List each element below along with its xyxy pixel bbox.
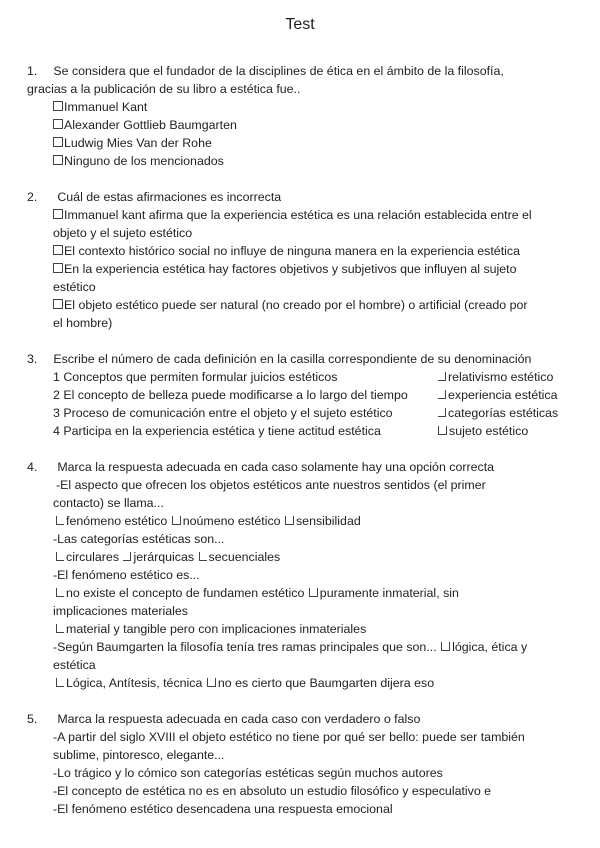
checkbox[interactable]	[53, 209, 63, 219]
checkbox[interactable]	[56, 678, 64, 687]
option[interactable]: material y tangible pero con implicaciones inmateriales	[55, 620, 366, 638]
checkbox[interactable]	[56, 624, 64, 633]
question-number: 2.	[27, 190, 38, 204]
checkbox[interactable]	[207, 678, 216, 687]
option[interactable]: Ninguno de los mencionados	[53, 152, 224, 170]
definition: 2 El concepto de belleza puede modificarse a lo largo del tiempo	[53, 388, 408, 402]
sub-question: -El aspecto que ofrecen los objetos estéticos ante nuestros sentidos (el primer	[56, 478, 486, 492]
definition: 4 Participa en la experiencia estética y tiene actitud estética	[53, 424, 381, 438]
checkbox[interactable]	[123, 552, 131, 561]
answer-box[interactable]	[438, 408, 446, 417]
statement: -El concepto de estética no es en absoluto un estudio filosófico y especulativo e	[53, 784, 492, 798]
option-row: fenómeno estético noúmeno estético sensibilidad	[55, 512, 361, 530]
answer-box[interactable]	[438, 390, 446, 399]
checkbox[interactable]	[56, 588, 64, 597]
option-row: no existe el concepto de fundamen estético puramente inmaterial, sin	[55, 584, 459, 602]
option[interactable]: Alexander Gottlieb Baumgarten	[53, 116, 237, 134]
question-text: Marca la respuesta adecuada en cada caso solamente hay una opción correcta	[57, 460, 495, 474]
checkbox[interactable]	[53, 299, 63, 309]
question-text: Se considera que el fundador de la disciplines de ética en el ámbito de la filosofía,	[53, 64, 504, 78]
sub-question: -El fenómeno estético es...	[53, 568, 200, 582]
question-text: Marca la respuesta adecuada en cada caso con verdadero o falso	[57, 712, 421, 726]
question-3	[27, 350, 531, 368]
option[interactable]: El objeto estético puede ser natural (no creado por el hombre) o artificial (creado por	[53, 296, 528, 314]
statement: -El fenómeno estético desencadena una respuesta emocional	[53, 802, 393, 816]
statement: -A partir del siglo XVIII el objeto estético no tiene por qué ser bello: puede ser también	[53, 730, 525, 744]
option-row: Lógica, Antítesis, técnica no es cierto que Baumgarten dijera eso	[55, 674, 434, 692]
answer-box[interactable]	[438, 426, 447, 435]
question-number: 4.	[27, 460, 38, 474]
option-continued: implicaciones materiales	[53, 604, 188, 618]
definition: 1 Conceptos que permiten formular juicios estéticos	[53, 370, 338, 384]
option-row: -Según Baumgarten la filosofía tenía tres ramas principales que son... lógica, ética y	[53, 640, 528, 654]
checkbox[interactable]	[172, 516, 181, 525]
answer-box[interactable]	[438, 372, 446, 381]
question-5	[27, 710, 420, 728]
checkbox[interactable]	[309, 588, 318, 597]
option[interactable]: El contexto histórico social no influye de ninguna manera en la experiencia estética	[53, 242, 520, 260]
checkbox[interactable]	[53, 245, 63, 255]
sub-question: -Según Baumgarten la filosofía tenía tres ramas principales que son...	[53, 640, 437, 654]
option-row: circulares jerárquicas secuenciales	[55, 548, 280, 566]
checkbox[interactable]	[56, 552, 64, 561]
question-2	[27, 188, 281, 206]
checkbox[interactable]	[56, 516, 64, 525]
checkbox[interactable]	[53, 137, 63, 147]
option-continued: objeto y el sujeto estético	[53, 226, 193, 240]
option-continued: estético	[53, 280, 96, 294]
term[interactable]: sujeto estético	[437, 422, 528, 440]
checkbox[interactable]	[53, 119, 63, 129]
definition: 3 Proceso de comunicación entre el objeto y el sujeto estético	[53, 406, 393, 420]
question-1	[27, 62, 504, 80]
option[interactable]: Immanuel kant afirma que la experiencia estética es una relación establecida entre el	[53, 206, 532, 224]
term[interactable]: categorías estéticas	[437, 404, 558, 422]
page-title: Test	[285, 16, 315, 33]
question-text: Cuál de estas afirmaciones es incorrecta	[57, 190, 282, 204]
question-4	[27, 458, 494, 476]
question-text: gracias a la publicación de su libro a estética fue..	[27, 82, 301, 96]
checkbox[interactable]	[53, 101, 63, 111]
option[interactable]: Ludwig Mies Van der Rohe	[53, 134, 212, 152]
statement: -Lo trágico y lo cómico son categorías estéticas según muchos autores	[53, 766, 443, 780]
sub-question: -Las categorías estéticas son...	[53, 532, 225, 546]
question-number: 5.	[27, 712, 38, 726]
option-continued: el hombre)	[53, 316, 113, 330]
option-continued: estética	[53, 658, 96, 672]
checkbox[interactable]	[53, 263, 63, 273]
statement-continued: sublime, pintoresco, elegante...	[53, 748, 225, 762]
option[interactable]: En la experiencia estética hay factores objetivos y subjetivos que influyen al sujeto	[53, 260, 517, 278]
sub-question: contacto) se llama...	[53, 496, 164, 510]
checkbox[interactable]	[53, 155, 63, 165]
option[interactable]: Immanuel Kant	[53, 98, 147, 116]
question-text: Escribe el número de cada definición en la casilla correspondiente de su denominación	[53, 352, 532, 366]
question-number: 3.	[27, 352, 38, 366]
question-number: 1.	[27, 64, 38, 78]
checkbox[interactable]	[285, 516, 294, 525]
checkbox[interactable]	[199, 552, 207, 561]
term[interactable]: relativismo estético	[437, 368, 553, 386]
term[interactable]: experiencia estética	[437, 386, 558, 404]
checkbox[interactable]	[441, 642, 450, 651]
